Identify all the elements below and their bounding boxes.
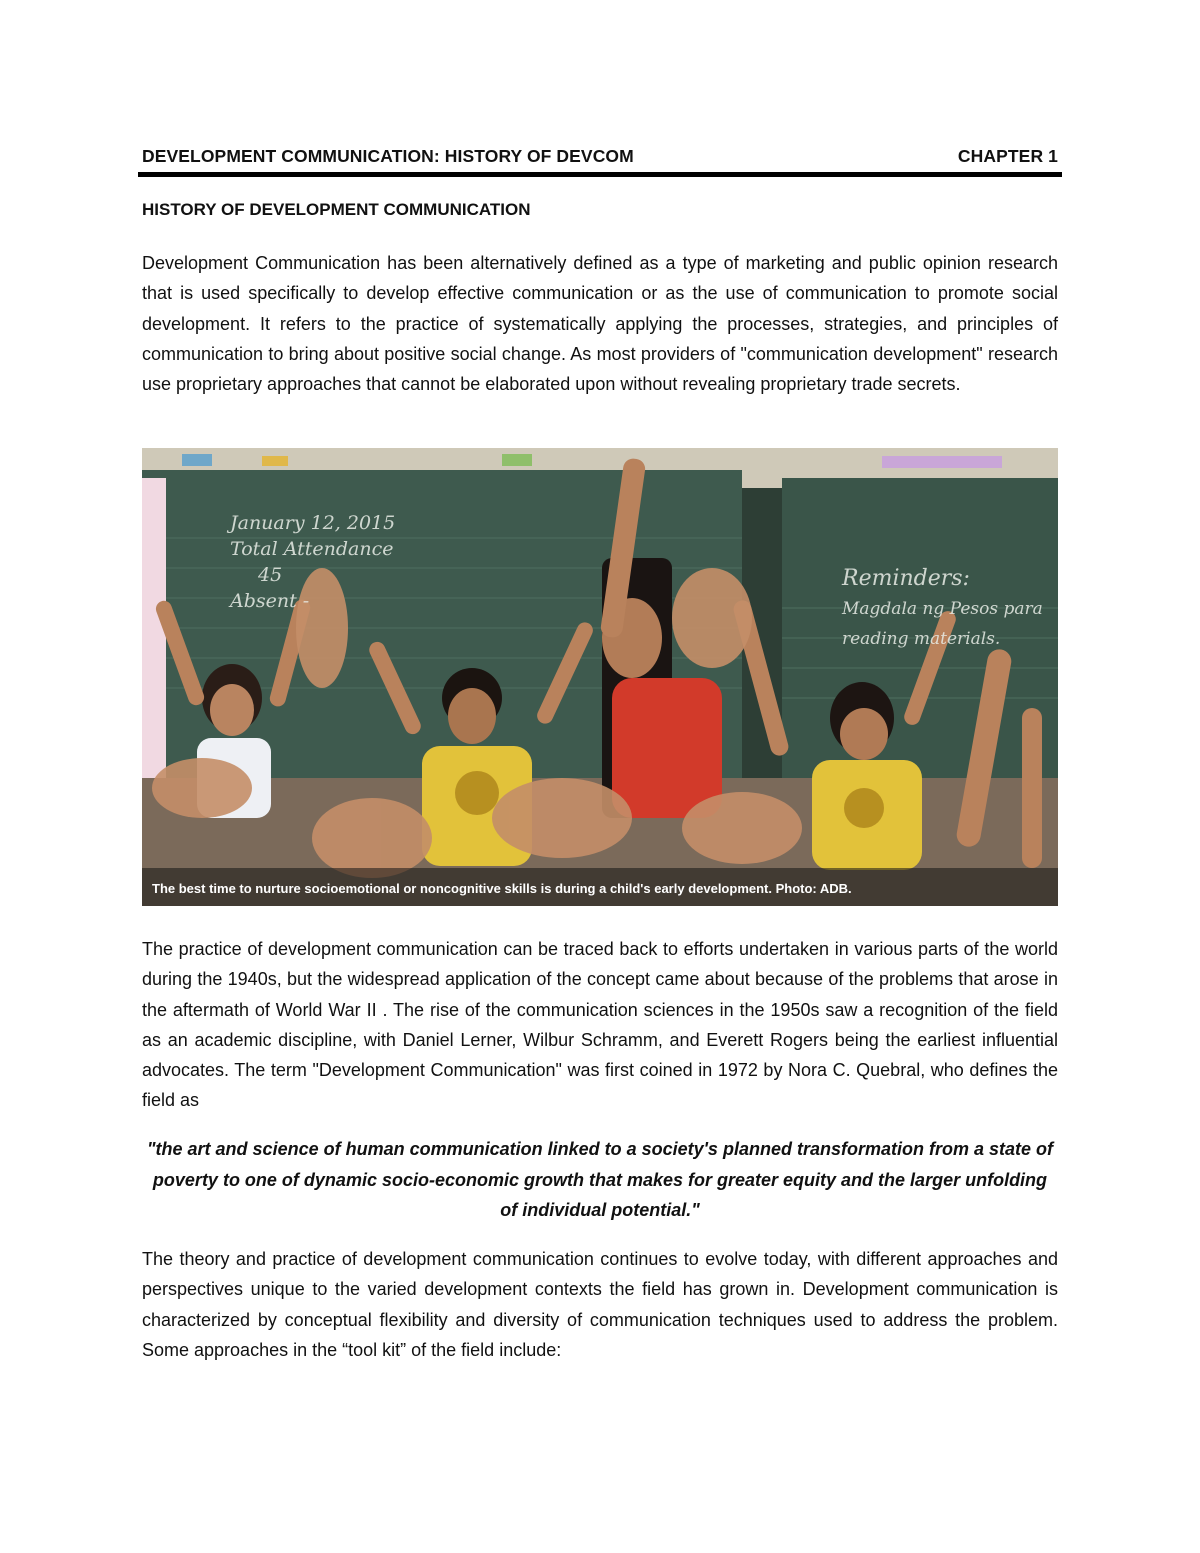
board-absent: Absent - [230, 590, 310, 612]
board-reminders: Reminders: [842, 566, 970, 591]
header-chapter: CHAPTER 1 [957, 146, 1058, 166]
paragraph-definition: Development Communication has been alternatively defined as a type of marketing and public opinion research that is used specifically to develop effective communication or as the use of communication to promote social development. It refers to the practice of systematically applying the processes, strategies, and principles of communication to bring about positive social change. As most providers of "communication development" research use proprietary approaches that cannot be elaborated upon without revealing proprietary trade secrets. [142, 253, 1058, 395]
classroom-photo [142, 448, 1058, 906]
header-rule [138, 172, 1062, 177]
page-header [142, 146, 1058, 167]
board-notes-right [842, 564, 1043, 654]
board-date: January 12, 2015 [230, 512, 396, 534]
board-notes-left [230, 510, 395, 614]
quebral-quote: "the art and science of human communication linked to a society's planned transformation from a state of poverty to one of dynamic socio-economic growth that makes for greater equity and the larger unfolding of individual potential." [147, 1139, 1053, 1220]
header-title: DEVELOPMENT COMMUNICATION: HISTORY OF DEVCOM [142, 146, 634, 166]
section-title: HISTORY OF DEVELOPMENT COMMUNICATION [142, 200, 531, 219]
paragraph-theory: The theory and practice of development communication continues to evolve today, with different approaches and perspectives unique to the varied development contexts the field has grown in. Development communication is characterized by conceptual flexibility and diversity of communication techniques used to address the problem. Some approaches in the “tool kit” of the field include: [142, 1249, 1058, 1360]
photo-caption: The best time to nurture socioemotional or noncognitive skills is during a child's early development. Photo: ADB. [152, 881, 852, 896]
board-attendance: Total Attendance [230, 538, 394, 560]
board-reminder-line-1: Magdala ng Pesos para [842, 599, 1043, 619]
board-reminder-line-2: reading materials. [842, 629, 1001, 649]
paragraph-history: The practice of development communication can be traced back to efforts undertaken in various parts of the world during the 1940s, but the widespread application of the concept came about because of the problems that arose in the aftermath of World War II . The rise of the communication sciences in the 1950s saw a recognition of the field as an academic discipline, with Daniel Lerner, Wilbur Schramm, and Everett Rogers being the earliest influential advocates. The term "Development Communication" was first coined in 1972 by Nora C. Quebral, who defines the field as [142, 939, 1058, 1111]
board-count: 45 [258, 564, 283, 586]
